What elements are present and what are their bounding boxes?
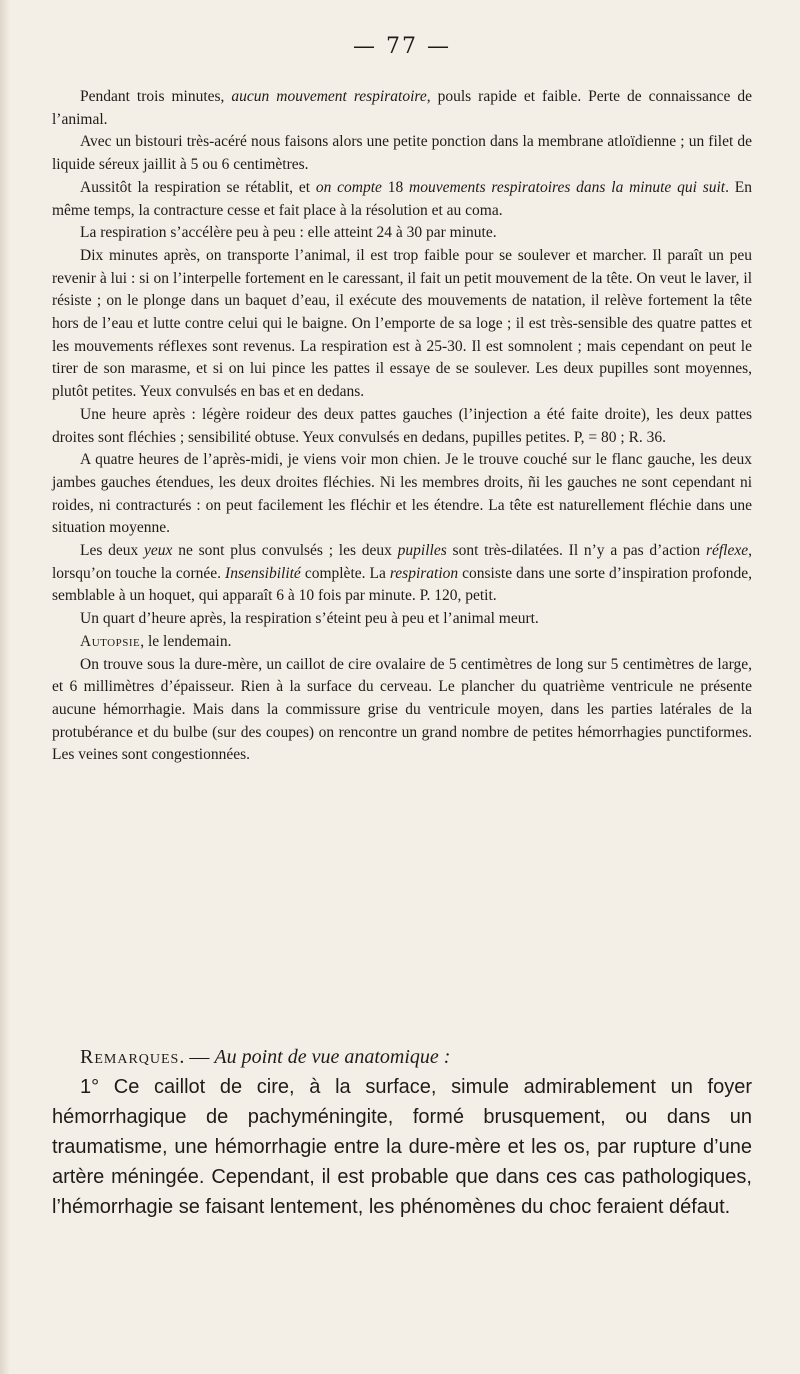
remarks-heading-line bbox=[52, 1042, 752, 1072]
text-run: sont très-dilatées. Il n’y a pas d’action bbox=[446, 542, 706, 560]
text-run: , pouls rapide et faible. Perte de connaissance de l’animal. bbox=[52, 88, 752, 128]
text-run: Aussitôt la respiration se rétablit, et bbox=[80, 178, 316, 196]
paragraph-1 bbox=[52, 86, 752, 131]
autopsie-label: Autopsie bbox=[80, 632, 141, 650]
text-run: , le lendemain. bbox=[140, 632, 232, 650]
text-run: . En même temps, la contracture cesse et fait place à la résolution et au coma. bbox=[52, 178, 753, 219]
remarks-dash: . — bbox=[179, 1046, 215, 1068]
italic-run: réflexe bbox=[705, 542, 749, 560]
body-text bbox=[52, 86, 752, 767]
italic-run: on compte bbox=[315, 178, 382, 196]
text-run: Les deux bbox=[80, 542, 145, 560]
remarks-subheading: Au point de vue anatomique : bbox=[214, 1046, 451, 1068]
italic-run: aucun mouvement respiratoire bbox=[231, 88, 427, 105]
paragraph-8 bbox=[52, 540, 752, 608]
paragraph-10 bbox=[52, 631, 752, 654]
text-run: ne sont plus convulsés ; les deux bbox=[172, 542, 398, 560]
italic-run: mouvements respiratoires dans la minute qui suit bbox=[409, 178, 726, 196]
paragraph-2: Avec un bistouri très-acéré nous faisons alors une petite ponction dans la membrane atloïdienne ; un filet de liquide séreux jaillit à 5 ou 6 centimètres. bbox=[52, 133, 752, 174]
text-run: , lorsqu’on touche la cornée. bbox=[52, 542, 752, 582]
remarks-paragraph: 1° Ce caillot de cire, à la surface, simule admirablement un foyer hémorrhagique de pachyméningite, formé brusquement, ou dans un traumatisme, une hémorrhagie entre la dure-mère et les os, par rupture d’une artère méningée. Cependant, il est probable que dans ces cas pathologiques, l’hémorrhagie se faisant lentement, les phénomènes du choc feraient défaut. bbox=[52, 1076, 752, 1218]
text-run: complète. La bbox=[300, 564, 390, 582]
remarks-heading: Remarques bbox=[80, 1046, 180, 1068]
italic-run: yeux bbox=[144, 542, 173, 560]
paragraph-9: Un quart d’heure après, la respiration s’éteint peu à peu et l’animal meurt. bbox=[80, 610, 539, 628]
text-run: 18 bbox=[381, 178, 410, 196]
italic-run: respiration bbox=[389, 564, 459, 582]
italic-run: Insensibilité bbox=[225, 564, 301, 582]
page-edge-shadow bbox=[0, 0, 10, 1374]
paragraph-4: La respiration s’accélère peu à peu : elle atteint 24 à 30 par minute. bbox=[80, 224, 497, 242]
italic-run: pupilles bbox=[397, 542, 447, 560]
paragraph-5: Dix minutes après, on transporte l’animal, il est trop faible pour se soulever et marcher. Il paraît un peu revenir à lui : si on l’interpelle fortement en le caressant, il fait un petit mouvement de la tête. On veut le laver, il résiste ; on le plonge dans un baquet d’eau, il exécute des mouvements de natation, il relève fortement la tête hors de l’eau et lutte contre celui qui le baigne. On l’emporte de sa loge ; il est très-sensible des quatre pattes et les mouvements réflexes sont revenus. La respiration est à 25-30. Il est somnolent ; mais cependant on peut le tirer de son marasme, et si on lui pince les pattes il essaye de se soulever. Les deux pupilles sont moyennes, plutôt petites. Yeux convulsés en bas et en dedans. bbox=[52, 246, 752, 401]
remarks-section bbox=[52, 1042, 752, 1222]
paragraph-3 bbox=[52, 177, 752, 222]
text-run: consiste dans une sorte d’inspiration profonde, semblable à un hoquet, qui apparaît 6 à 10 fois par minute. P. 120, petit. bbox=[52, 564, 752, 605]
paragraph-6: Une heure après : légère roideur des deux pattes gauches (l’injection a été faite droite), les deux pattes droites sont fléchies ; sensibilité obtuse. Yeux convulsés en dedans, pupilles petites. P, = 80 ; R. 36. bbox=[52, 405, 752, 446]
paragraph-7: A quatre heures de l’après-midi, je viens voir mon chien. Je le trouve couché sur le flanc gauche, les deux jambes gauches étendues, les deux droites fléchies. Ni les membres droits, ñi les gauches ne sont cependant ni roides, ni contracturés : on peut facilement les fléchir et les étendre. La tête est naturellement fléchie dans une situation moyenne. bbox=[52, 451, 752, 537]
paragraph-11: On trouve sous la dure-mère, un caillot de cire ovalaire de 5 centimètres de long sur 5 centimètres de large, et 6 millimètres d’épaisseur. Rien à la surface du cerveau. Le plancher du quatrième ventricule ne présente aucune hémorrhagie. Mais dans la commissure grise du ventricule moyen, dans les parties latérales de la protubérance et du bulbe (sur des coupes) on rencontre un grand nombre de petites hémorrhagies punctiformes. Les veines sont congestionnées. bbox=[52, 655, 752, 764]
page-number: — 77 — bbox=[353, 34, 451, 59]
text-run: Pendant trois minutes, bbox=[80, 88, 232, 105]
